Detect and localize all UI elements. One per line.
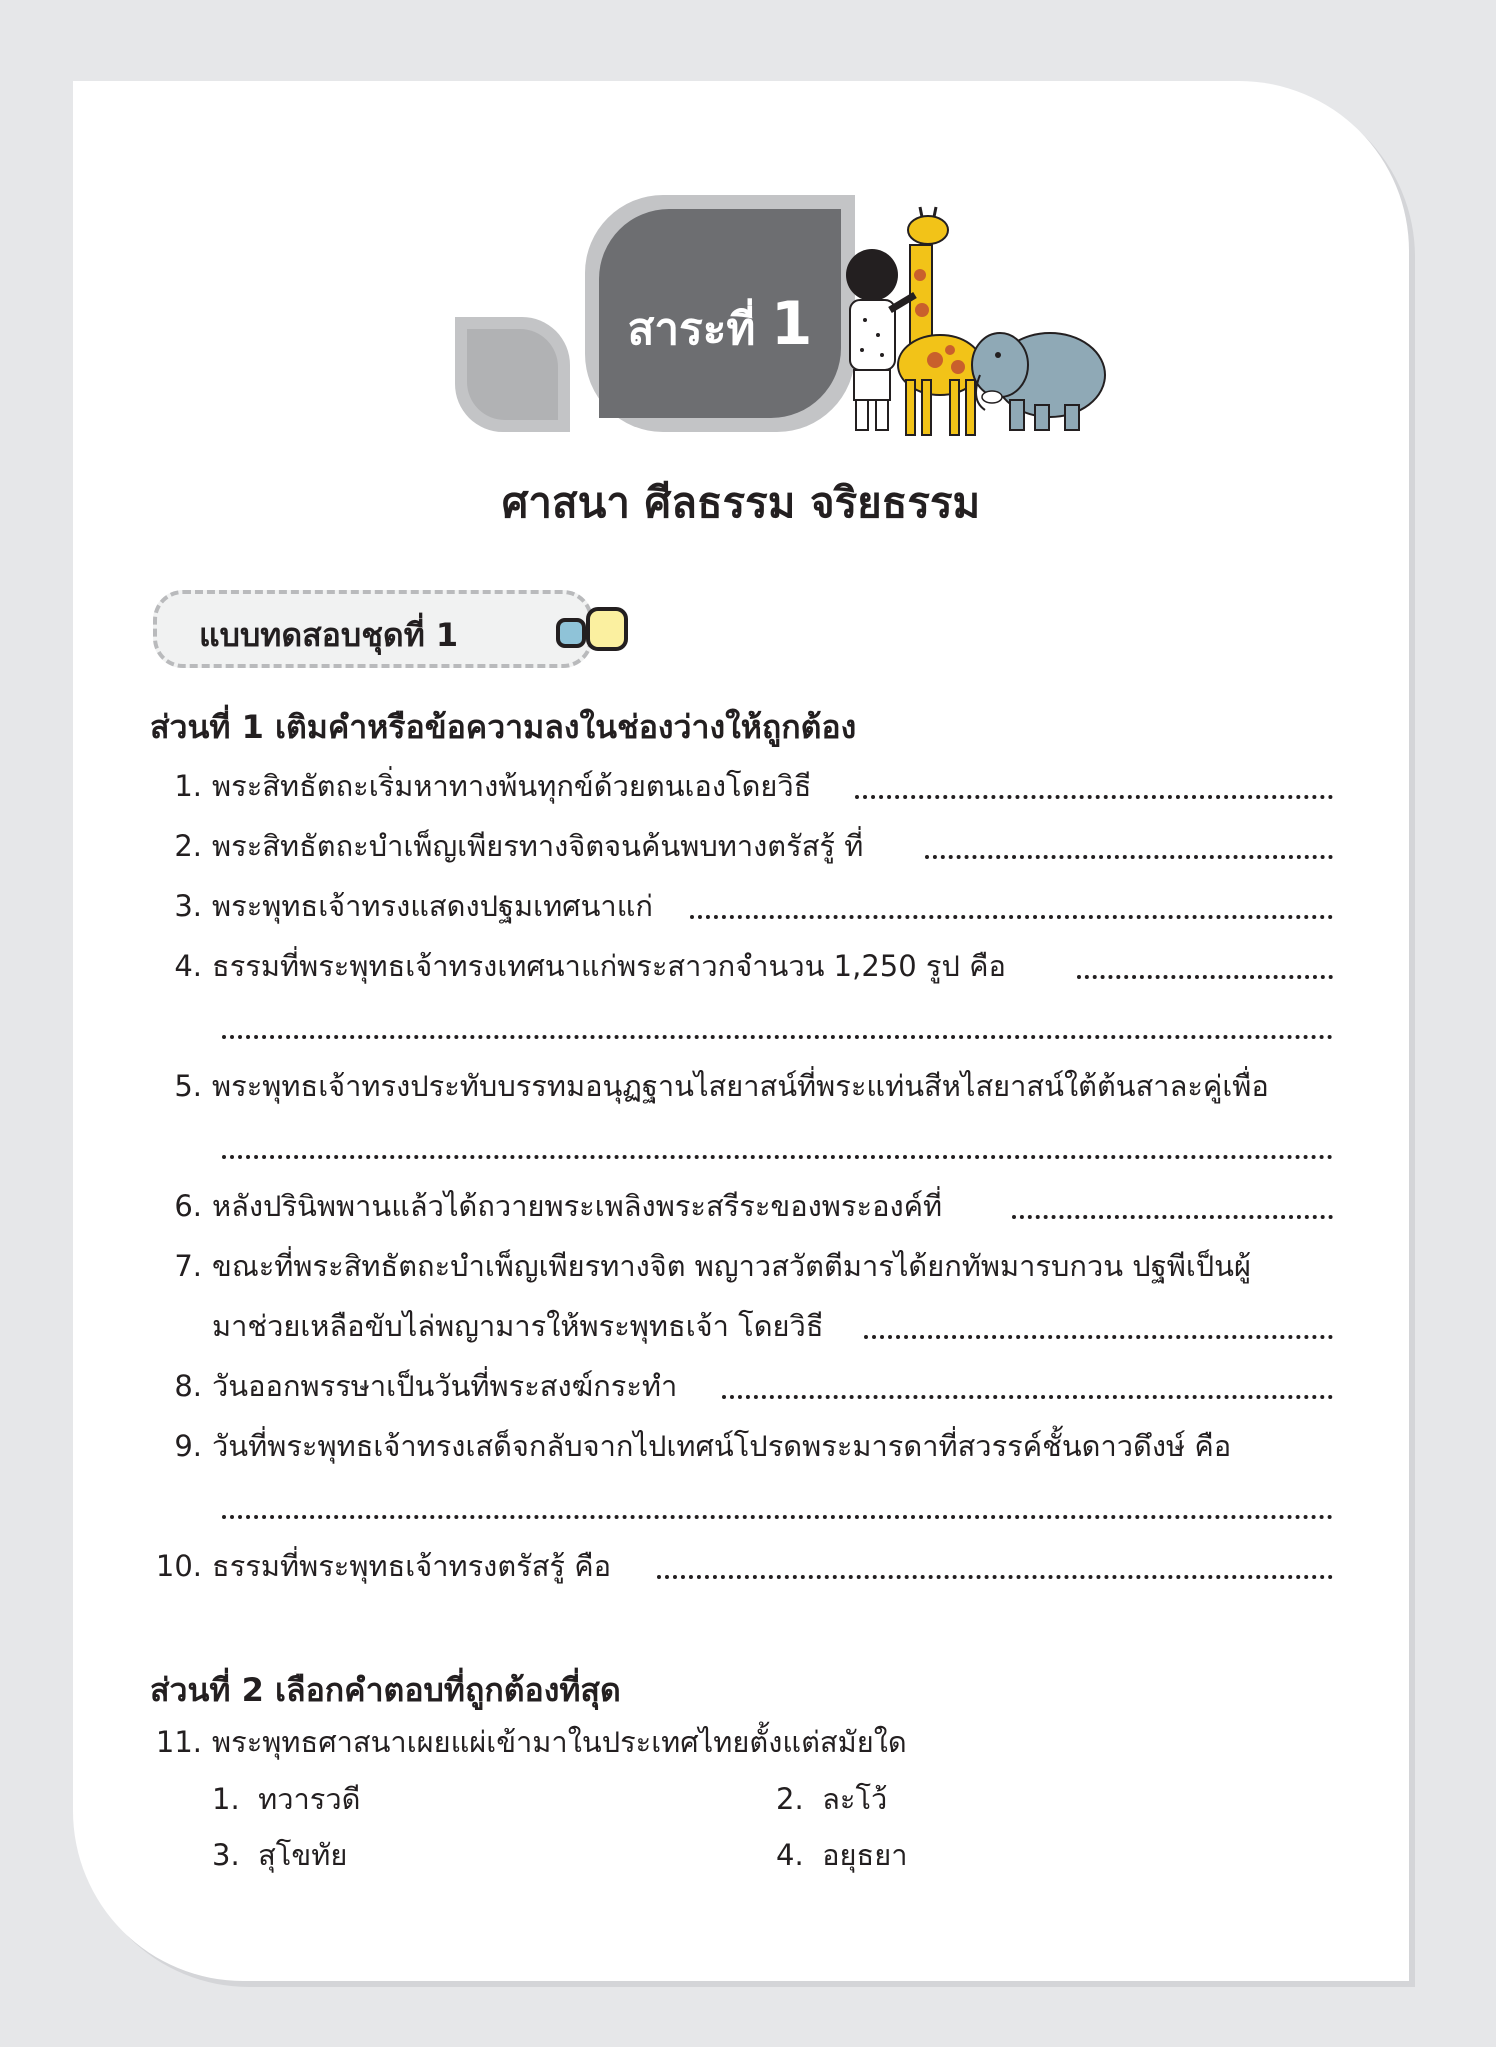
question-6: 6. หลังปรินิพพานแล้วได้ถวายพระเพลิงพระสรีระของพระองค์ที่ bbox=[174, 1189, 943, 1223]
elephant-icon bbox=[972, 333, 1105, 430]
strand-banner bbox=[455, 195, 1115, 440]
answer-blank[interactable] bbox=[222, 1155, 1333, 1159]
answer-blank[interactable] bbox=[222, 1515, 1333, 1519]
giraffe-icon bbox=[898, 207, 982, 435]
option-1[interactable]: 1. ทวารวดี bbox=[212, 1782, 361, 1816]
twin-squares-icon bbox=[555, 606, 635, 656]
main-title: ศาสนา ศีลธรรม จริยธรรม bbox=[501, 478, 981, 527]
option-4[interactable]: 4. อยุธยา bbox=[776, 1838, 908, 1872]
answer-blank[interactable] bbox=[1077, 975, 1333, 979]
option-3[interactable]: 3. สุโขทัย bbox=[212, 1838, 348, 1872]
answer-blank[interactable] bbox=[1012, 1215, 1333, 1219]
question-9: 9. วันที่พระพุทธเจ้าทรงเสด็จกลับจากไปเทศน์โปรดพระมารดาที่สวรรค์ชั้นดาวดึงษ์ คือ bbox=[174, 1429, 1232, 1463]
answer-blank[interactable] bbox=[222, 1035, 1333, 1039]
answer-blank[interactable] bbox=[855, 795, 1333, 799]
small-tab-shape bbox=[455, 317, 570, 432]
answer-blank[interactable] bbox=[722, 1395, 1333, 1399]
question-4: 4. ธรรมที่พระพุทธเจ้าทรงเทศนาแก่พระสาวกจำนวน 1,250 รูป คือ bbox=[174, 949, 1006, 983]
question-10: 10. ธรรมที่พระพุทธเจ้าทรงตรัสรู้ คือ bbox=[155, 1549, 612, 1583]
option-2[interactable]: 2. ละโว้ bbox=[776, 1782, 888, 1816]
test-set-badge bbox=[153, 590, 593, 668]
answer-blank[interactable] bbox=[864, 1335, 1333, 1339]
question-1: 1. พระสิทธัตถะเริ่มหาทางพ้นทุกข์ด้วยตนเองโดยวิธี bbox=[174, 769, 812, 803]
question-5: 5. พระพุทธเจ้าทรงประทับบรรทมอนุฏฐานไสยาสน์ที่พระแท่นสีหไสยาสน์ใต้ต้นสาละคู่เพื่อ bbox=[174, 1069, 1269, 1103]
question-7: 7. ขณะที่พระสิทธัตถะบำเพ็ญเพียรทางจิต พญาวสวัตตีมารได้ยกทัพมารบกวน ปฐพีเป็นผู้ bbox=[174, 1249, 1251, 1283]
question-11: 11. พระพุทธศาสนาเผยแผ่เข้ามาในประเทศไทยตั้งแต่สมัยใด bbox=[155, 1725, 907, 1759]
question-8: 8. วันออกพรรษาเป็นวันที่พระสงฆ์กระทำ bbox=[174, 1369, 678, 1403]
child-giraffe-elephant-illustration bbox=[810, 205, 1115, 440]
question-7-line2: มาช่วยเหลือขับไล่พญามารให้พระพุทธเจ้า โดยวิธี bbox=[212, 1309, 824, 1343]
test-set-label: แบบทดสอบชุดที่ 1 bbox=[199, 616, 459, 654]
answer-blank[interactable] bbox=[690, 915, 1333, 919]
child-icon bbox=[846, 249, 915, 430]
question-3: 3. พระพุทธเจ้าทรงแสดงปฐมเทศนาแก่ bbox=[174, 889, 653, 923]
answer-blank[interactable] bbox=[925, 855, 1333, 859]
strand-label: สาระที่ 1 bbox=[627, 289, 813, 359]
answer-blank[interactable] bbox=[657, 1575, 1333, 1579]
question-2: 2. พระสิทธัตถะบำเพ็ญเพียรทางจิตจนค้นพบทางตรัสรู้ ที่ bbox=[174, 829, 864, 863]
part1-title: ส่วนที่ 1 เติมคำหรือข้อความลงในช่องว่างให้ถูกต้อง bbox=[150, 708, 857, 746]
part2-title: ส่วนที่ 2 เลือกคำตอบที่ถูกต้องที่สุด bbox=[150, 1671, 621, 1709]
